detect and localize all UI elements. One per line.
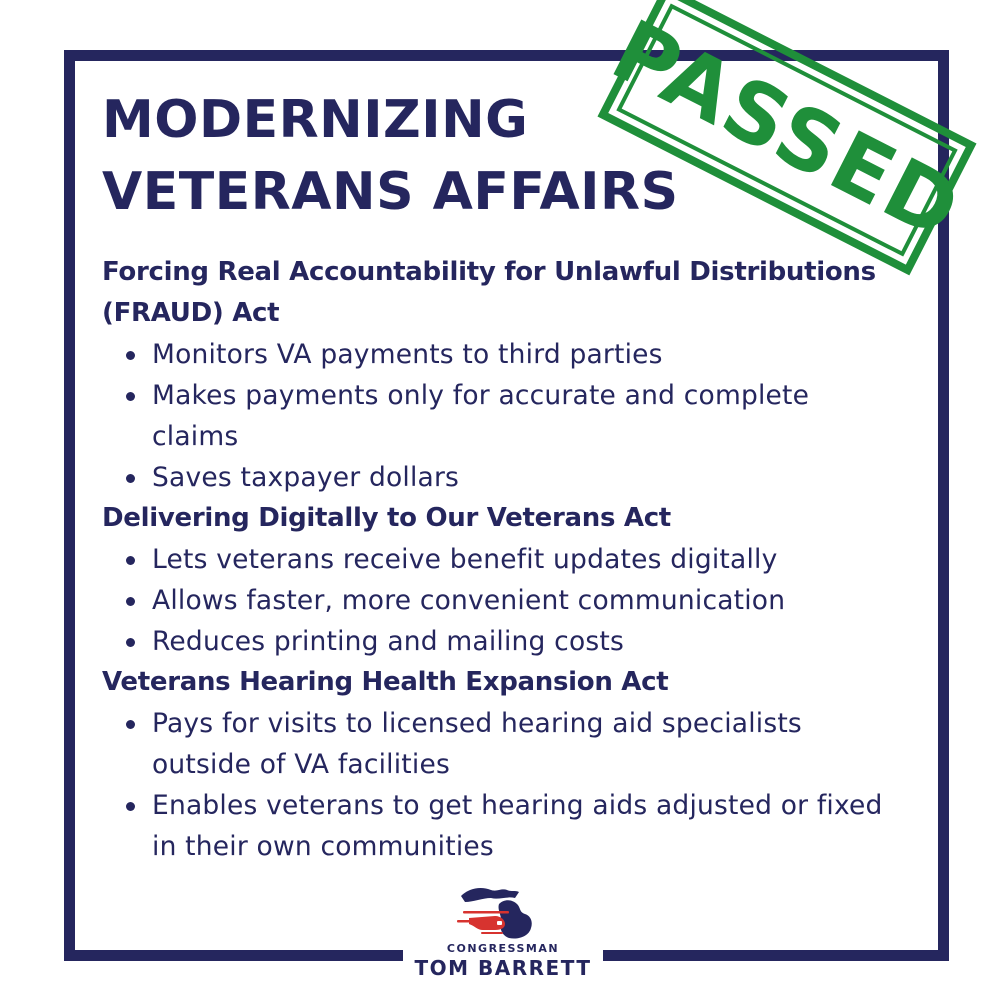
act-points bbox=[102, 334, 902, 498]
act-point: Reduces printing and mailing costs bbox=[102, 621, 902, 662]
logo-subtitle: CONGRESSMAN bbox=[446, 942, 560, 955]
act-points bbox=[102, 703, 902, 867]
act-section bbox=[102, 498, 902, 662]
act-title: Forcing Real Accountability for Unlawful Distributions (FRAUD) Act bbox=[102, 257, 876, 328]
acts-list bbox=[102, 252, 902, 867]
act-point: Makes payments only for accurate and complete claims bbox=[102, 375, 902, 457]
act-section bbox=[102, 662, 902, 867]
page-title-line-1: MODERNIZING bbox=[102, 90, 529, 150]
michigan-helicopter-icon bbox=[455, 880, 551, 942]
congressman-logo bbox=[403, 880, 603, 992]
page-title-line-2: VETERANS AFFAIRS bbox=[102, 162, 679, 222]
page-title bbox=[102, 84, 679, 228]
act-point: Allows faster, more convenient communication bbox=[102, 580, 902, 621]
act-points bbox=[102, 539, 902, 662]
act-point: Saves taxpayer dollars bbox=[102, 457, 902, 498]
act-section bbox=[102, 252, 902, 498]
act-title: Veterans Hearing Health Expansion Act bbox=[102, 667, 669, 697]
act-title: Delivering Digitally to Our Veterans Act bbox=[102, 503, 671, 533]
passed-stamp-text: PASSED bbox=[597, 1, 977, 259]
act-point: Lets veterans receive benefit updates digitally bbox=[102, 539, 902, 580]
act-point: Monitors VA payments to third parties bbox=[102, 334, 902, 375]
act-point: Enables veterans to get hearing aids adjusted or fixed in their own communities bbox=[102, 785, 902, 867]
logo-name: TOM BARRETT bbox=[414, 956, 592, 980]
act-point: Pays for visits to licensed hearing aid specialists outside of VA facilities bbox=[102, 703, 902, 785]
